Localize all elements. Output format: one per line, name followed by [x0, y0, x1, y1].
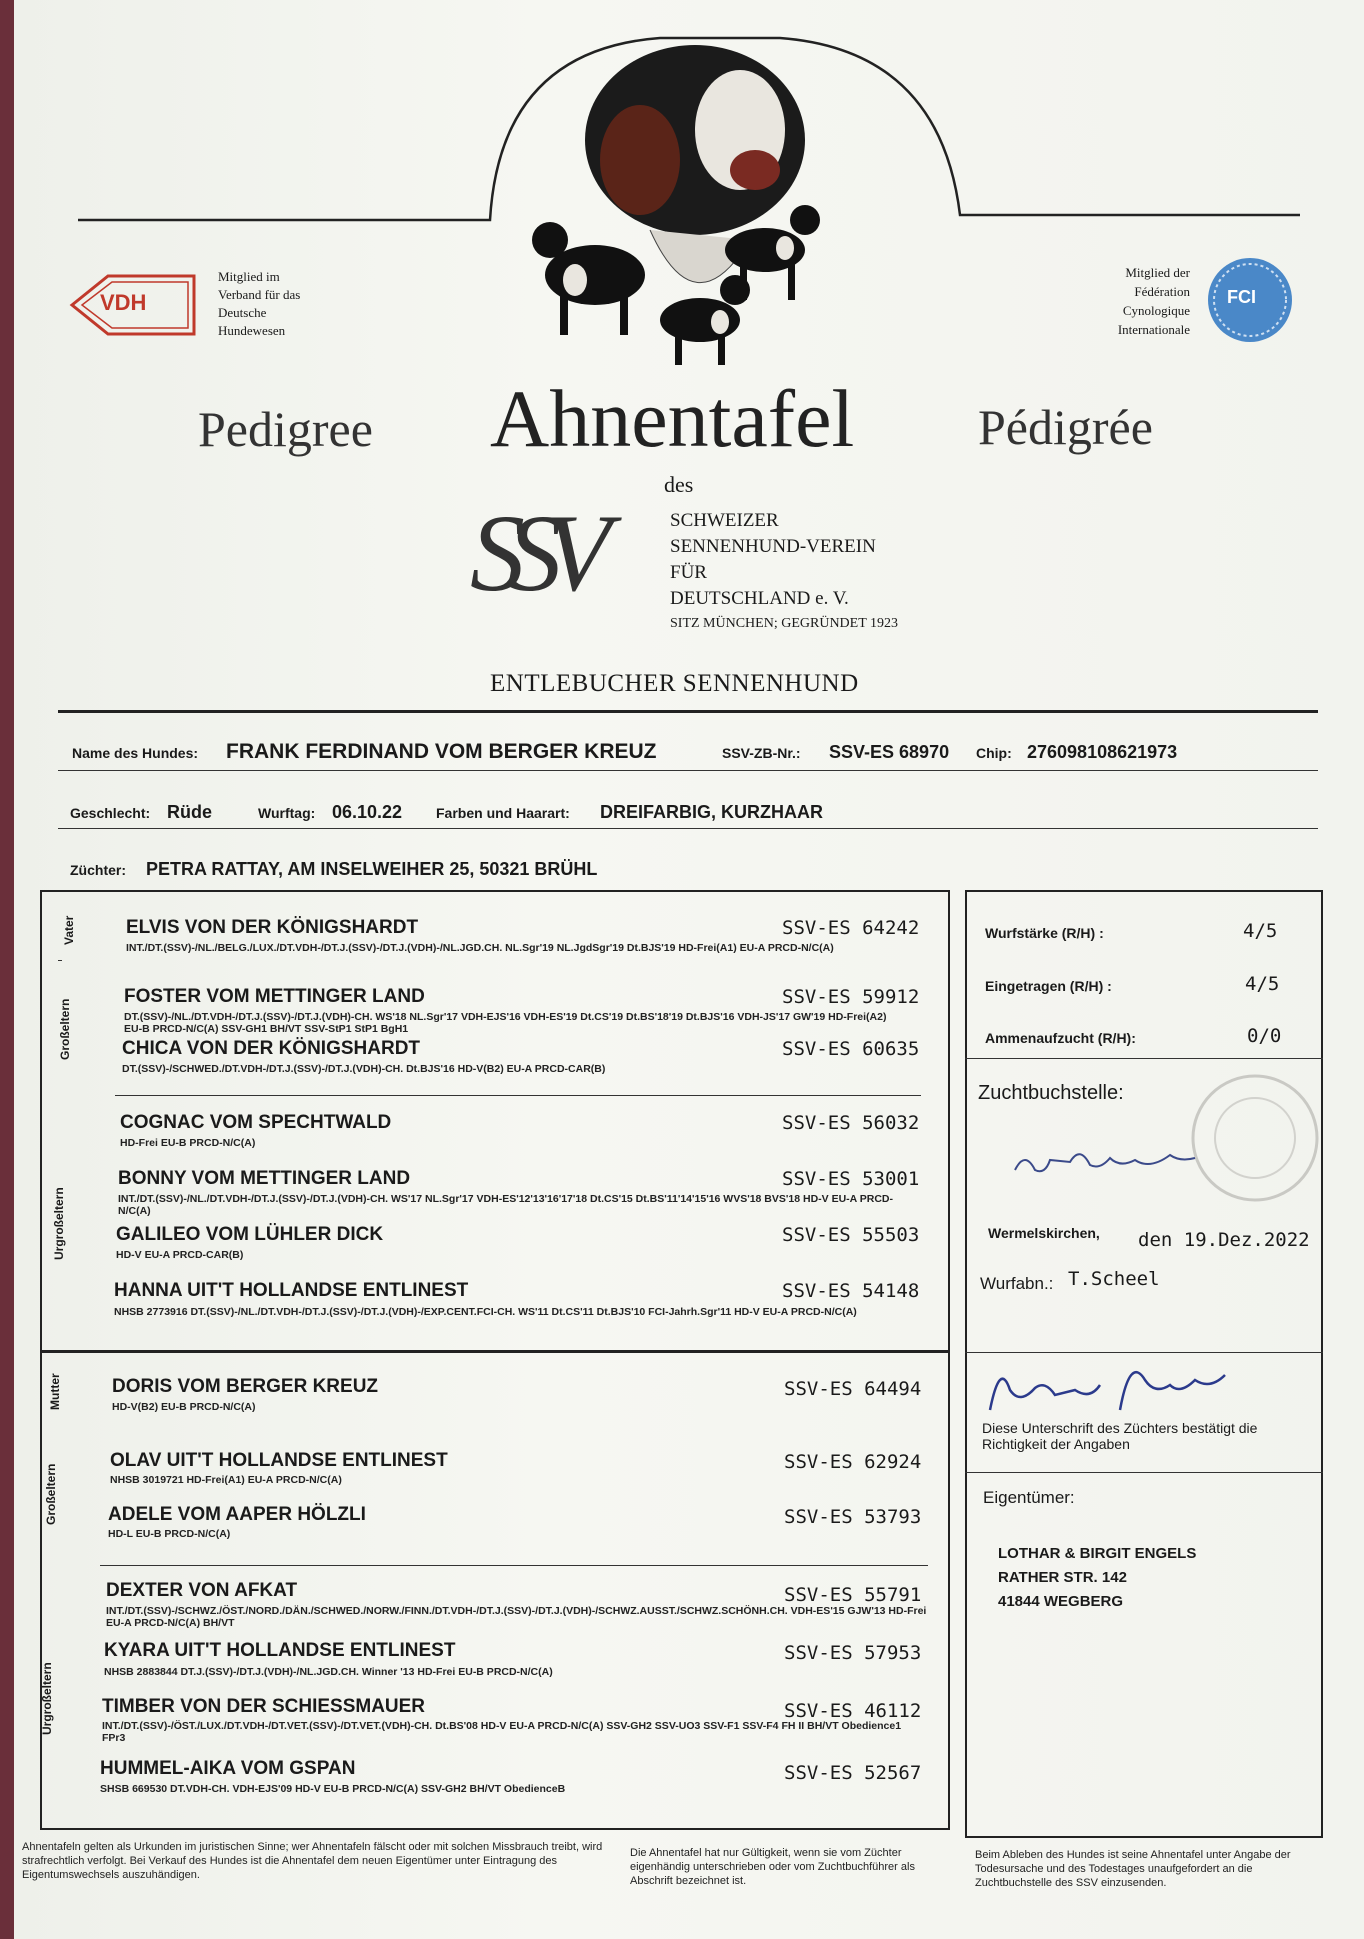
- footer-validity: Die Ahnentafel hat nur Gültigkeit, wenn sie vom Züchter eigenhändig unterschrieben oder vom Zuchtbuchführer als Abschrift bezeichnet ist.: [630, 1847, 915, 1887]
- studbook-label: Zuchtbuchstelle:: [978, 1082, 1124, 1104]
- ancestor-reg: SSV-ES 53001: [782, 1168, 920, 1190]
- ancestor-name: TIMBER VON DER SCHIESSMAUER: [102, 1696, 426, 1717]
- bernese-dogs-illustration: [520, 40, 840, 370]
- vdh-caption-line: Verband für das: [218, 287, 301, 302]
- dog-name: FRANK FERDINAND VOM BERGER KREUZ: [226, 740, 657, 763]
- ancestor-titles: NHSB 2773916 DT.(SSV)-/NL./DT.VDH-/DT.J.(SSV)-/DT.J.(VDH)-/EXP.CENT.FCI-CH. WS'11 Dt.CS'11 Dt.BJS'10 FCI-Jahrh.Sgr'11 HD-V EU-A PRCD-N/C(A): [114, 1306, 857, 1318]
- ancestor-name: ELVIS VON DER KÖNIGSHARDT: [126, 917, 419, 938]
- vdh-caption-line: Deutsche: [218, 305, 267, 320]
- ancestor-name: CHICA VON DER KÖNIGSHARDT: [122, 1038, 421, 1059]
- club-name-line: FÜR: [670, 562, 707, 583]
- breeder-signature-note: Diese Unterschrift des Züchters bestätigt die Richtigkeit der Angaben: [982, 1420, 1258, 1452]
- ancestor-name: ADELE VOM AAPER HÖLZLI: [108, 1504, 366, 1525]
- ancestor-reg: SSV-ES 64494: [784, 1378, 922, 1400]
- fci-caption-line: Mitglied der: [1125, 265, 1190, 280]
- studbook-stamp: [1185, 1068, 1325, 1208]
- club-name: [670, 508, 876, 612]
- ancestor-reg: SSV-ES 55791: [784, 1584, 922, 1606]
- label-grosseltern: Großeltern: [58, 998, 72, 1060]
- ancestor-titles: HD-V(B2) EU-B PRCD-N/C(A): [112, 1401, 256, 1413]
- ancestor-reg: SSV-ES 64242: [782, 917, 920, 939]
- ancestor-titles: HD-Frei EU-B PRCD-N/C(A): [120, 1137, 256, 1149]
- owner-line: RATHER STR. 142: [998, 1569, 1127, 1586]
- color-label: Farben und Haarart:: [436, 805, 570, 821]
- color-value: DREIFARBIG, KURZHAAR: [600, 802, 823, 822]
- ancestor-name: FOSTER VOM METTINGER LAND: [124, 986, 425, 1007]
- fci-caption-line: Cynologique: [1122, 303, 1190, 318]
- divider: [58, 770, 1318, 771]
- breeder-label: Züchter:: [70, 862, 126, 878]
- breeder-signature: [980, 1350, 1240, 1425]
- wurfabn-label: Wurfabn.:: [980, 1274, 1054, 1293]
- wurfabn-value: T.Scheel: [1068, 1268, 1160, 1290]
- litter-size-label: Wurfstärke (R/H) :: [985, 925, 1104, 941]
- ancestor-titles: INT./DT.(SSV)-/SCHWZ./ÖST./NORD./DÄN./SCHWED./NORW./FINN./DT.VDH-/DT.J.(SSV)-/DT.J.(VDH)-/SCHWZ.AUSST./SCHWZ.SCHÖNH.CH. VDH-ES'15 GJW'13 HD-Frei EU-A PRCD-N/C(A) BH/VT: [106, 1605, 927, 1629]
- fci-logo-text: FCI: [1227, 287, 1256, 307]
- divider: [58, 710, 1318, 713]
- registered-label: Eingetragen (R/H) :: [985, 978, 1112, 994]
- chip-number: 276098108621973: [1027, 742, 1178, 762]
- name-label: Name des Hundes:: [72, 745, 199, 761]
- sex-value: Rüde: [167, 802, 212, 822]
- ancestor-reg: SSV-ES 60635: [782, 1038, 920, 1060]
- divider: [58, 828, 1318, 829]
- ancestor-name: HUMMEL-AIKA VOM GSPAN: [100, 1758, 356, 1779]
- ancestor-reg: SSV-ES 62924: [784, 1451, 922, 1473]
- fci-caption-line: Fédération: [1134, 284, 1190, 299]
- club-name-line: SCHWEIZER: [670, 510, 779, 531]
- title-des: des: [664, 472, 694, 497]
- zb-number: SSV-ES 68970: [829, 742, 950, 762]
- breed-name: ENTLEBUCHER SENNENHUND: [490, 670, 859, 697]
- label-mutter: Mutter: [48, 1373, 62, 1410]
- label-urgrosseltern: Urgroßeltern: [52, 1187, 66, 1260]
- title-ahnentafel: Ahnentafel: [490, 373, 855, 464]
- ancestor-name: DORIS VOM BERGER KREUZ: [112, 1376, 379, 1397]
- ancestor-titles: NHSB 3019721 HD-Frei(A1) EU-A PRCD-N/C(A): [110, 1474, 342, 1486]
- ssv-logo: SSV: [470, 492, 594, 614]
- divider: [965, 1472, 1323, 1473]
- ancestor-titles: SHSB 669530 DT.VDH-CH. VDH-EJS'09 HD-V EU-B PRCD-N/C(A) SSV-GH2 BH/VT ObedienceB: [100, 1783, 566, 1795]
- nurse-label: Ammenaufzucht (R/H):: [985, 1030, 1136, 1046]
- whelp-label: Wurftag:: [258, 805, 316, 821]
- zb-label: SSV-ZB-Nr.:: [722, 745, 801, 761]
- ancestor-titles: INT./DT.(SSV)-/ÖST./LUX./DT.VDH-/DT.VET.(SSV)-/DT.VET.(VDH)-CH. Dt.BS'08 HD-V EU-A PRCD-N/C(A) SSV-GH2 SSV-UO3 SSV-F1 SSV-F4 FH II BH/VT Obedience1 FPr3: [102, 1720, 902, 1744]
- title-pedigree: Pedigree: [198, 401, 373, 457]
- club-name-line: SENNENHUND-VEREIN: [670, 536, 876, 557]
- ancestor-titles: DT.(SSV)-/NL./DT.VDH-/DT.J.(SSV)-/DT.J.(VDH)-CH. WS'18 NL.Sgr'17 VDH-EJS'16 VDH-ES'19 Dt.CS'19 Dt.BS'18'19 Dt.BJS'16 VDH-JS'17 GW'19 HD-Frei(A2) EU-B PRCD-N/C(A) SSV-GH1 BH/VT SSV-StP1 StP1 BgH1: [124, 1011, 887, 1035]
- ancestor-name: BONNY VOM METTINGER LAND: [118, 1168, 411, 1189]
- ancestor-name: COGNAC VOM SPECHTWALD: [120, 1112, 392, 1133]
- ancestor-titles: INT./DT.(SSV)-/NL./BELG./LUX./DT.VDH-/DT.J.(SSV)-/DT.J.(VDH)-/NL.JGD.CH. NL.Sgr'19 NL.JgdSgr'19 Dt.BJS'19 HD-Frei(A1) EU-A PRCD-N/C(A): [126, 942, 834, 954]
- vdh-logo-text: VDH: [100, 290, 147, 315]
- ancestor-titles: DT.(SSV)-/SCHWED./DT.VDH-/DT.J.(SSV)-/DT.J.(VDH)-CH. Dt.BJS'16 HD-V(B2) EU-A PRCD-CAR(B): [122, 1063, 606, 1075]
- club-name-line: DEUTSCHLAND e. V.: [670, 588, 849, 609]
- ancestor-name: KYARA UIT'T HOLLANDSE ENTLINEST: [104, 1640, 456, 1661]
- ancestor-titles: HD-L EU-B PRCD-N/C(A): [108, 1528, 231, 1540]
- ancestor-reg: SSV-ES 54148: [782, 1280, 920, 1302]
- ancestor-reg: SSV-ES 53793: [784, 1506, 922, 1528]
- owner-label: Eigentümer:: [983, 1488, 1075, 1507]
- chip-label: Chip:: [976, 745, 1012, 761]
- whelp-date: 06.10.22: [332, 802, 403, 822]
- litter-size: 4/5: [1243, 920, 1278, 942]
- studbook-signature: [1010, 1140, 1200, 1185]
- vdh-caption-line: Hundewesen: [218, 323, 286, 338]
- footer-decease: Beim Ableben des Hundes ist seine Ahnentafel unter Angabe der Todesursache und des Todestages unaufgefordert an die Zuchtbuchstelle des SSV einzusenden.: [975, 1849, 1291, 1889]
- divider: [100, 1565, 928, 1566]
- tick: [58, 960, 62, 961]
- fci-caption: [1060, 263, 1190, 339]
- registered-value: 4/5: [1245, 973, 1280, 995]
- footer-legal: Ahnentafeln gelten als Urkunden im juristischen Sinne; wer Ahnentafeln fälscht oder mit solchen Missbrauch treibt, wird strafrechtlich verfolgt. Bei Verkauf des Hundes ist die Ahnentafel dem neuen Eigentümer unter Eintragung des Eigentumswechsels auszuhändigen.: [22, 1841, 603, 1881]
- label-vater: Vater: [62, 915, 76, 945]
- divider: [965, 1058, 1323, 1059]
- divider: [40, 1350, 950, 1353]
- ancestor-name: OLAV UIT'T HOLLANDSE ENTLINEST: [110, 1450, 448, 1471]
- ancestor-titles: HD-V EU-A PRCD-CAR(B): [116, 1249, 244, 1261]
- ancestor-reg: SSV-ES 59912: [782, 986, 920, 1008]
- ancestor-reg: SSV-ES 55503: [782, 1224, 920, 1246]
- owner-line: 41844 WEGBERG: [998, 1593, 1124, 1610]
- background-edge: [0, 0, 14, 1939]
- issue-date: den 19.Dez.2022: [1138, 1229, 1310, 1251]
- ancestor-name: HANNA UIT'T HOLLANDSE ENTLINEST: [114, 1280, 469, 1301]
- label-urgrosseltern-2: Urgroßeltern: [40, 1662, 54, 1735]
- ancestor-reg: SSV-ES 56032: [782, 1112, 920, 1134]
- owner-address: [998, 1542, 1196, 1614]
- ancestor-name: GALILEO VOM LÜHLER DICK: [116, 1224, 384, 1245]
- club-seat: SITZ MÜNCHEN; GEGRÜNDET 1923: [670, 616, 899, 631]
- ancestor-reg: SSV-ES 57953: [784, 1642, 922, 1664]
- owner-line: LOTHAR & BIRGIT ENGELS: [998, 1545, 1197, 1562]
- ancestor-reg: SSV-ES 52567: [784, 1762, 922, 1784]
- divider: [115, 1095, 921, 1096]
- title-pedigree-fr: Pédigrée: [978, 399, 1153, 455]
- vdh-caption-line: Mitglied im: [218, 269, 280, 284]
- vdh-caption: [218, 268, 300, 340]
- ancestor-name: DEXTER VON AFKAT: [106, 1580, 298, 1601]
- ancestor-reg: SSV-ES 46112: [784, 1700, 922, 1722]
- label-grosseltern-2: Großeltern: [44, 1463, 58, 1525]
- fci-caption-line: Internationale: [1117, 322, 1190, 337]
- ancestor-titles: INT./DT.(SSV)-/NL./DT.VDH-/DT.J.(SSV)-/DT.J.(VDH)-CH. WS'17 NL.Sgr'17 VDH-ES'12'13'16'17'18 Dt.CS'15 Dt.BS'11'14'15'16 WVS'18 BVS'18 HD-V EU-A PRCD-N/C(A): [118, 1193, 894, 1217]
- sex-label: Geschlecht:: [70, 805, 151, 821]
- ancestor-titles: NHSB 2883844 DT.J.(SSV)-/DT.J.(VDH)-/NL.JGD.CH. Winner '13 HD-Frei EU-B PRCD-N/C(A): [104, 1666, 553, 1678]
- nurse-value: 0/0: [1247, 1025, 1282, 1047]
- breeder-value: PETRA RATTAY, AM INSELWEIHER 25, 50321 BRÜHL: [146, 859, 598, 879]
- place: Wermelskirchen,: [988, 1225, 1100, 1241]
